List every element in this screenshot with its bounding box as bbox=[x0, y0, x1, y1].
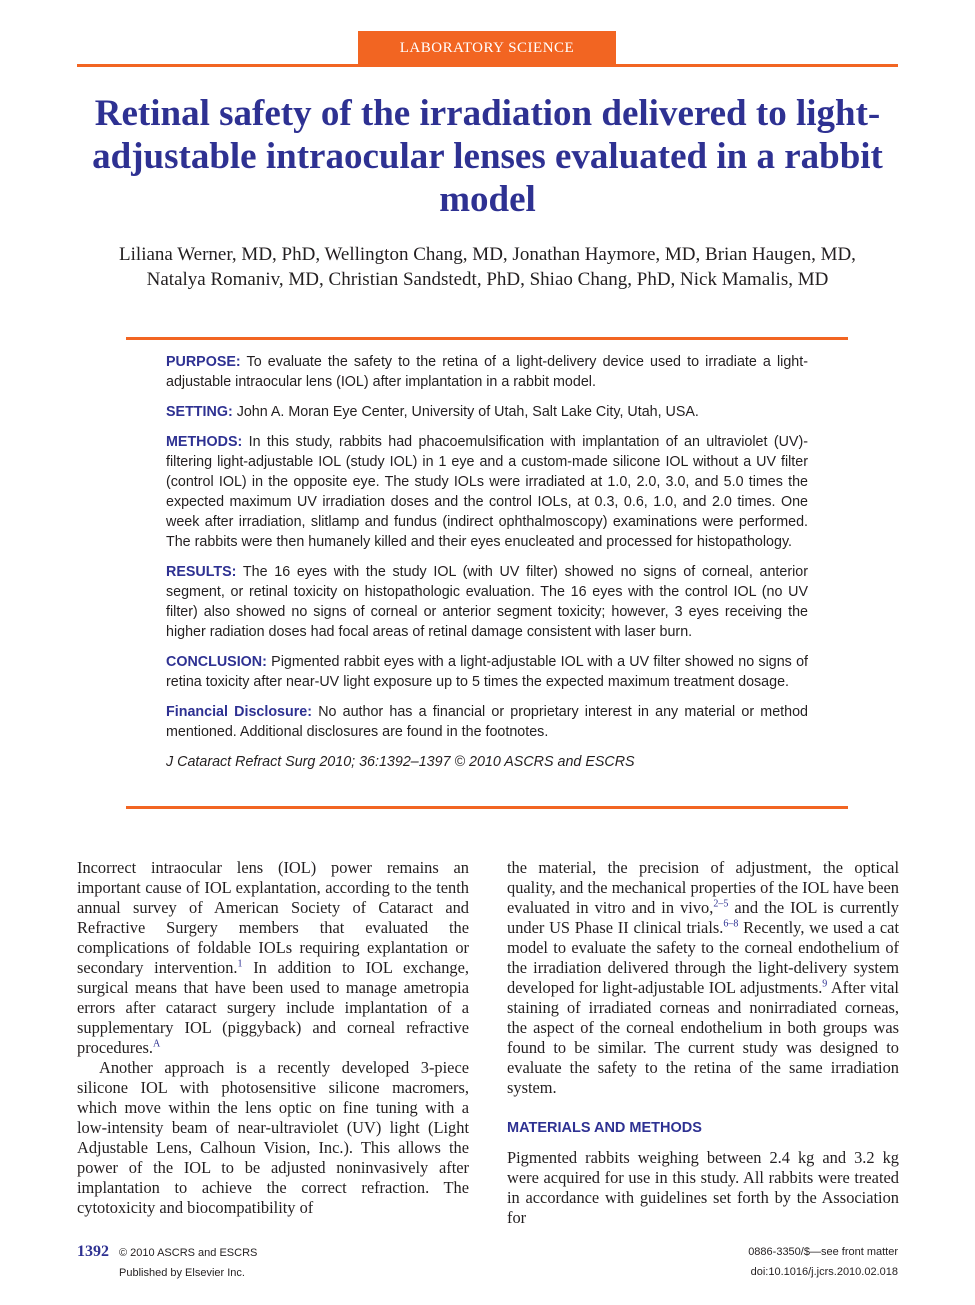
body-text: After vital staining of irradiated corneas and nonirradiated corneas, the aspect of the corneal endothelium in both groups was found to be similar. The current study was designed to evaluate the safety to the retina of the same irradiation system. bbox=[507, 978, 899, 1097]
reference-link[interactable]: 2–5 bbox=[713, 898, 729, 910]
reference-link[interactable]: 1 bbox=[237, 958, 243, 970]
body-text: In addition to IOL exchange, surgical means that have been used to manage ametropia errors after cataract surgery include implantation of a supplementary IOL (piggyback) and corneal refractive procedures. bbox=[77, 958, 469, 1057]
body-paragraph bbox=[77, 858, 469, 1058]
abstract-bottom-rule bbox=[126, 806, 848, 809]
author-line-2: Natalya Romaniv, MD, Christian Sandstedt, PhD, Shiao Chang, PhD, Nick Mamalis, MD bbox=[146, 269, 829, 290]
page-number: 1392 bbox=[77, 1243, 109, 1260]
conclusion-label: CONCLUSION: bbox=[166, 654, 267, 670]
body-text: Incorrect intraocular lens (IOL) power remains an important cause of IOL explantation, according to the tenth annual survey of American Society of Cataract and Refractive Surgery members that evaluated the complications of foldable IOLs requiring explantation or secondary intervention. bbox=[77, 858, 469, 977]
footer-left bbox=[77, 1242, 257, 1283]
section-tag: LABORATORY SCIENCE bbox=[358, 31, 616, 65]
footer-line-1 bbox=[77, 1242, 257, 1263]
disclosure-label: Financial Disclosure: bbox=[166, 704, 313, 720]
body-column-right bbox=[507, 858, 899, 1228]
abstract-top-rule bbox=[126, 337, 848, 340]
body-paragraph: Another approach is a recently developed 3-piece silicone IOL with photosensitive silicone macromers, which move within the lens optic on fine tuning with a low-intensity beam of near-ultraviolet (UV) light (Light Adjustable Lens, Calhoun Vision, Inc.). This allows the power of the IOL to be adjusted noninvasively after implantation to achieve the correct refraction. The cytotoxicity and biocompatibility of bbox=[77, 1058, 469, 1217]
body-text: the material, the precision of adjustment, the optical quality, and the mechanical properties of the IOL have been evaluated in vitro and in vivo, bbox=[507, 858, 899, 917]
body-text: Recently, we used a cat model to evaluate the safety to the corneal endothelium of the irradiation delivered through the light-delivery system developed for light-adjustable IOL adjustments. bbox=[507, 918, 899, 997]
journal-citation: J Cataract Refract Surg 2010; 36:1392–1397 © 2010 ASCRS and ESCRS bbox=[166, 754, 635, 770]
issn-text: 0886-3350/$—see front matter bbox=[748, 1246, 898, 1258]
purpose-text: To evaluate the safety to the retina of a light-delivery device used to irradiate a light-adjustable intraocular lens (IOL) after implantation in a rabbit model. bbox=[166, 354, 808, 390]
methods-label: METHODS: bbox=[166, 434, 243, 450]
author-list bbox=[77, 242, 898, 292]
abstract-setting bbox=[166, 402, 808, 422]
setting-text: John A. Moran Eye Center, University of Utah, Salt Lake City, Utah, USA. bbox=[236, 404, 699, 420]
abstract-methods bbox=[166, 432, 808, 552]
header-rule bbox=[77, 64, 898, 67]
doi-text[interactable]: doi:10.1016/j.jcrs.2010.02.018 bbox=[750, 1266, 898, 1278]
reference-link[interactable]: A bbox=[153, 1038, 161, 1050]
methods-text: In this study, rabbits had phacoemulsification with implantation of an ultraviolet (UV)-filtering light-adjustable IOL (study IOL) in 1 eye and a custom-made silicone IOL without a UV filter (control IOL) in the opposite eye. The study IOLs were irradiated at 1.0, 2.0, 3.0, and 5.0 times the expected maximum UV irradiation doses and the control IOLs, at 0.3, 0.6, 1.0, and 2.0 times. One week after irradiation, slitlamp and fundus (indirect ophthalmoscopy) examinations were performed. The rabbits were then humanely killed and their eyes enucleated and processed for histopathology. bbox=[166, 434, 808, 550]
abstract-disclosure bbox=[166, 702, 808, 742]
abstract-purpose bbox=[166, 352, 808, 392]
copyright-text: © 2010 ASCRS and ESCRS bbox=[119, 1247, 258, 1259]
reference-link[interactable]: 9 bbox=[822, 978, 828, 990]
article-title: Retinal safety of the irradiation delivered to light-adjustable intraocular lenses evaluated in a rabbit model bbox=[92, 93, 883, 220]
abstract bbox=[166, 352, 808, 782]
footer-right bbox=[748, 1242, 898, 1282]
section-heading: MATERIALS AND METHODS bbox=[507, 1120, 702, 1136]
body-paragraph bbox=[507, 858, 899, 1098]
abstract-results bbox=[166, 562, 808, 642]
purpose-label: PURPOSE: bbox=[166, 354, 241, 370]
author-line-1: Liliana Werner, MD, PhD, Wellington Chang, MD, Jonathan Haymore, MD, Brian Haugen, MD, bbox=[119, 244, 856, 265]
results-label: RESULTS: bbox=[166, 564, 237, 580]
body-column-left bbox=[77, 858, 469, 1218]
abstract-conclusion bbox=[166, 652, 808, 692]
body-paragraph: Pigmented rabbits weighing between 2.4 kg and 3.2 kg were acquired for use in this study. All rabbits were treated in accordance with guidelines set forth by the Association for bbox=[507, 1148, 899, 1227]
results-text: The 16 eyes with the study IOL (with UV filter) showed no signs of corneal, anterior segment, or retinal toxicity on histopathologic evaluation. The 16 eyes with the control IOL (no UV filter) also showed no signs of corneal or anterior segment toxicity; however, 3 eyes receiving the higher radiation doses had focal areas of retinal damage consistent with laser burn. bbox=[166, 564, 808, 640]
setting-label: SETTING: bbox=[166, 404, 233, 420]
disclosure-text: No author has a financial or proprietary interest in any material or method mentioned. Additional disclosures are found in the footnotes. bbox=[166, 704, 808, 740]
publisher-text: Published by Elsevier Inc. bbox=[119, 1267, 245, 1279]
reference-link[interactable]: 6–8 bbox=[723, 918, 739, 930]
body-text: and the IOL is currently under US Phase II clinical trials. bbox=[507, 898, 899, 937]
conclusion-text: Pigmented rabbit eyes with a light-adjustable IOL with a UV filter showed no signs of retina toxicity after near-UV light exposure up to 5 times the expected maximum treatment dosage. bbox=[166, 654, 808, 690]
